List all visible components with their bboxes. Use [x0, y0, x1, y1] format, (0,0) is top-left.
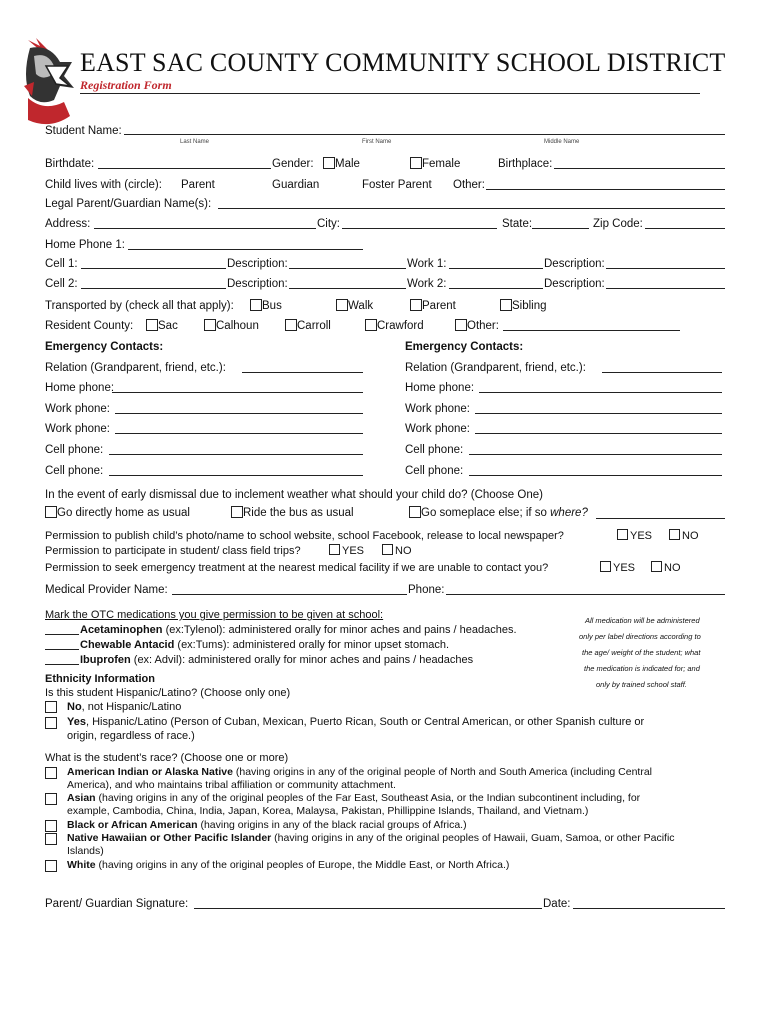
transport-sibling-option[interactable]: Sibling: [500, 299, 547, 313]
birthdate-field[interactable]: [98, 168, 271, 169]
trips-no-checkbox[interactable]: [382, 544, 393, 555]
county-carroll-option[interactable]: Carroll: [285, 319, 331, 333]
otc-ibuprofen-field[interactable]: [45, 664, 79, 665]
city-label: City:: [317, 218, 340, 230]
signature-date-field[interactable]: [573, 908, 725, 909]
race-pacific-islander-cont: Islands): [67, 845, 104, 857]
district-logo: [20, 36, 78, 128]
cell1-description-field[interactable]: [289, 268, 406, 269]
otc-heading: Mark the OTC medications you give permission to be given at school:: [45, 609, 384, 621]
home-phone-1-field[interactable]: [112, 392, 363, 393]
otc-acetaminophen: Acetaminophen (ex:Tylenol): administered orally for minor aches and pains / headaches.: [80, 624, 517, 636]
work2-description-label: Description:: [544, 278, 605, 290]
relation-1-field[interactable]: [242, 372, 363, 373]
lives-with-foster[interactable]: Foster Parent: [362, 179, 432, 191]
race-black-label: Black or African American (having origins in any of the black racial groups of Africa.): [67, 819, 467, 831]
bus-checkbox[interactable]: [250, 299, 262, 311]
transport-walk-option[interactable]: Walk: [336, 299, 373, 313]
cell-phone-2b-label: Cell phone:: [405, 465, 464, 477]
work2-label: Work 2:: [407, 278, 447, 290]
zip-field[interactable]: [645, 228, 725, 229]
zip-label: Zip Code:: [593, 218, 643, 230]
first-name-caption: First Name: [362, 139, 392, 145]
cell2-field[interactable]: [81, 288, 226, 289]
cell1-label: Cell 1:: [45, 258, 78, 270]
address-field[interactable]: [94, 228, 316, 229]
gender-label: Gender:: [272, 158, 314, 170]
transport-label: Transported by (check all that apply):: [45, 300, 234, 312]
home-phone-1-label: Home phone:: [45, 382, 115, 394]
treatment-permission-text: Permission to seek emergency treatment at the nearest medical facility if we are unable to contact you?: [45, 562, 549, 574]
work-phone-1a-field[interactable]: [115, 413, 363, 414]
hispanic-question: Is this student Hispanic/Latino? (Choose only one): [45, 687, 291, 699]
address-label: Address:: [45, 218, 91, 230]
legal-guardian-field[interactable]: [218, 208, 725, 209]
carroll-checkbox[interactable]: [285, 319, 297, 331]
parent-checkbox[interactable]: [410, 299, 422, 311]
female-checkbox[interactable]: [410, 157, 422, 169]
cell-phone-2a-field[interactable]: [469, 454, 722, 455]
cell2-label: Cell 2:: [45, 278, 78, 290]
dismissal-question: In the event of early dismissal due to inclement weather what should your child do? (Choose One): [45, 489, 543, 501]
legal-guardian-label: Legal Parent/Guardian Name(s):: [45, 198, 212, 210]
walk-checkbox[interactable]: [336, 299, 348, 311]
otc-acetaminophen-field[interactable]: [45, 634, 79, 635]
race-white-checkbox[interactable]: [45, 860, 57, 872]
cell2-description-label: Description:: [227, 278, 288, 290]
lives-with-parent[interactable]: Parent: [181, 179, 215, 191]
cell-phone-2b-field[interactable]: [469, 475, 722, 476]
hispanic-label: Yes, Hispanic/Latino (Person of Cuban, Mexican, Puerto Rican, South or Central American, or other Spanish culture or: [67, 716, 645, 728]
race-pacific-islander-label: Native Hawaiian or Other Pacific Islander (having origins in any of the original peoples of Hawaii, Guam, Samoa, or other Pacific: [67, 832, 675, 844]
work-phone-2b-field[interactable]: [475, 433, 722, 434]
work1-label: Work 1:: [407, 258, 447, 270]
not-hispanic-checkbox[interactable]: [45, 701, 57, 713]
county-label: Resident County:: [45, 320, 134, 332]
crawford-checkbox[interactable]: [365, 319, 377, 331]
provider-phone-field[interactable]: [446, 594, 725, 595]
photo-no-checkbox[interactable]: [669, 529, 680, 540]
emergency-heading-2: Emergency Contacts:: [405, 341, 524, 353]
photo-yes-option[interactable]: YES: [617, 529, 652, 543]
dismissal-bus-option[interactable]: Ride the bus as usual: [231, 506, 354, 520]
hispanic-checkbox[interactable]: [45, 717, 57, 729]
work1-description-field[interactable]: [606, 268, 725, 269]
hispanic-label-cont: origin, regardless of race.): [67, 730, 195, 742]
relation-2-field[interactable]: [602, 372, 722, 373]
treatment-no-option[interactable]: NO: [651, 561, 681, 575]
birthplace-field[interactable]: [554, 168, 725, 169]
lives-with-other-field[interactable]: [486, 189, 725, 190]
county-other-option[interactable]: Other:: [455, 319, 499, 333]
dismissal-home-option[interactable]: Go directly home as usual: [45, 506, 190, 520]
cell-phone-1a-label: Cell phone:: [45, 444, 104, 456]
treatment-no-checkbox[interactable]: [651, 561, 662, 572]
cell-phone-1b-field[interactable]: [109, 475, 363, 476]
work-phone-1b-field[interactable]: [115, 433, 363, 434]
race-asian-label: Asian (having origins in any of the original peoples of the Far East, Southeast Asia, or the Indian subcontinent including, for: [67, 792, 641, 804]
dismissal-else-option[interactable]: Go someplace else; if so where?: [409, 506, 588, 520]
not-hispanic-label: No, not Hispanic/Latino: [67, 701, 182, 713]
race-white-label: White (having origins in any of the original peoples of Europe, the Middle East, or North Africa.): [67, 859, 510, 871]
race-asian-checkbox[interactable]: [45, 793, 57, 805]
middle-name-caption: Middle Name: [544, 139, 580, 145]
work-phone-2b-label: Work phone:: [405, 423, 470, 435]
home-phone-label: Home Phone 1:: [45, 239, 125, 251]
relation-2-label: Relation (Grandparent, friend, etc.):: [405, 362, 586, 374]
relation-1-label: Relation (Grandparent, friend, etc.):: [45, 362, 226, 374]
race-american-indian-cont: America), and who maintains tribal affiliation or community attachment.: [67, 779, 396, 791]
trips-yes-option[interactable]: YES: [329, 544, 364, 558]
cell1-description-label: Description:: [227, 258, 288, 270]
cell2-description-field[interactable]: [289, 288, 406, 289]
trips-yes-checkbox[interactable]: [329, 544, 340, 555]
trips-permission-text: Permission to participate in student/ class field trips?: [45, 545, 301, 557]
birthdate-label: Birthdate:: [45, 158, 95, 170]
lives-with-label: Child lives with (circle):: [45, 179, 162, 191]
race-pacific-islander-checkbox[interactable]: [45, 833, 57, 845]
race-question: What is the student’s race? (Choose one or more): [45, 752, 289, 764]
other-county-checkbox[interactable]: [455, 319, 467, 331]
cell-phone-1b-label: Cell phone:: [45, 465, 104, 477]
medical-provider-label: Medical Provider Name:: [45, 584, 168, 596]
form-subtitle: Registration Form: [80, 78, 172, 92]
race-american-indian-label: American Indian or Alaska Native (having origins in any of the original people of North and South America (including Central: [67, 766, 653, 778]
medical-provider-field[interactable]: [172, 594, 407, 595]
cell1-field[interactable]: [81, 268, 226, 269]
home-phone-field[interactable]: [128, 249, 363, 250]
lives-with-other-label: Other:: [453, 179, 485, 191]
header-rule: [80, 93, 700, 94]
provider-phone-label: Phone:: [408, 584, 445, 596]
work-phone-2a-label: Work phone:: [405, 403, 470, 415]
photo-yes-checkbox[interactable]: [617, 529, 628, 540]
cell-phone-1a-field[interactable]: [109, 454, 363, 455]
city-field[interactable]: [342, 228, 497, 229]
home-phone-2-label: Home phone:: [405, 382, 475, 394]
dismissal-where-field[interactable]: [596, 518, 725, 519]
go-home-checkbox[interactable]: [45, 506, 57, 518]
otc-antacid-field[interactable]: [45, 649, 79, 650]
race-black-checkbox[interactable]: [45, 820, 57, 832]
signature-label: Parent/ Guardian Signature:: [45, 898, 189, 910]
otc-ibuprofen: Ibuprofen (ex: Advil): administered orally for minor aches and pains / headaches: [80, 654, 474, 666]
race-asian-cont: example, Cambodia, China, India, Japan, Korea, Malaysa, Pakistan, Phillippine Islands, Thailand, and Vietnam.): [67, 805, 589, 817]
go-elsewhere-checkbox[interactable]: [409, 506, 421, 518]
treatment-yes-option[interactable]: YES: [600, 561, 635, 575]
work2-description-field[interactable]: [606, 288, 725, 289]
gender-male-option[interactable]: Male: [323, 157, 360, 171]
state-label: State:: [502, 218, 533, 230]
county-crawford-option[interactable]: Crawford: [365, 319, 424, 333]
gender-female-option[interactable]: Female: [410, 157, 460, 171]
ride-bus-checkbox[interactable]: [231, 506, 243, 518]
lives-with-guardian[interactable]: Guardian: [272, 179, 320, 191]
sibling-checkbox[interactable]: [500, 299, 512, 311]
signature-field[interactable]: [194, 908, 542, 909]
work-phone-1a-label: Work phone:: [45, 403, 110, 415]
work-phone-2a-field[interactable]: [475, 413, 722, 414]
county-sac-option[interactable]: Sac: [146, 319, 178, 333]
student-name-label: Student Name:: [45, 125, 122, 137]
student-name-field[interactable]: [124, 134, 725, 135]
work-phone-1b-label: Work phone:: [45, 423, 110, 435]
trips-no-option[interactable]: NO: [382, 544, 412, 558]
photo-no-option[interactable]: NO: [669, 529, 699, 543]
last-name-caption: Last Name: [180, 139, 210, 145]
race-american-indian-checkbox[interactable]: [45, 767, 57, 779]
male-checkbox[interactable]: [323, 157, 335, 169]
work2-field[interactable]: [449, 288, 543, 289]
transport-parent-option[interactable]: Parent: [410, 299, 456, 313]
work1-description-label: Description:: [544, 258, 605, 270]
photo-permission-text: Permission to publish child’s photo/name to school website, school Facebook, release to local newspaper?: [45, 530, 564, 542]
county-other-field[interactable]: [503, 330, 680, 331]
calhoun-checkbox[interactable]: [204, 319, 216, 331]
home-phone-2-field[interactable]: [479, 392, 722, 393]
emergency-heading-1: Emergency Contacts:: [45, 341, 164, 353]
treatment-yes-checkbox[interactable]: [600, 561, 611, 572]
work1-field[interactable]: [449, 268, 543, 269]
birthplace-label: Birthplace:: [498, 158, 553, 170]
cell-phone-2a-label: Cell phone:: [405, 444, 464, 456]
page-title: EAST SAC COUNTY COMMUNITY SCHOOL DISTRICT: [80, 48, 726, 77]
ethnicity-heading: Ethnicity Information: [45, 673, 155, 685]
otc-antacid: Chewable Antacid (ex:Tums): administered orally for minor upset stomach.: [80, 639, 450, 651]
transport-bus-option[interactable]: Bus: [250, 299, 282, 313]
state-field[interactable]: [532, 228, 589, 229]
signature-date-label: Date:: [543, 898, 571, 910]
county-calhoun-option[interactable]: Calhoun: [204, 319, 259, 333]
sac-checkbox[interactable]: [146, 319, 158, 331]
